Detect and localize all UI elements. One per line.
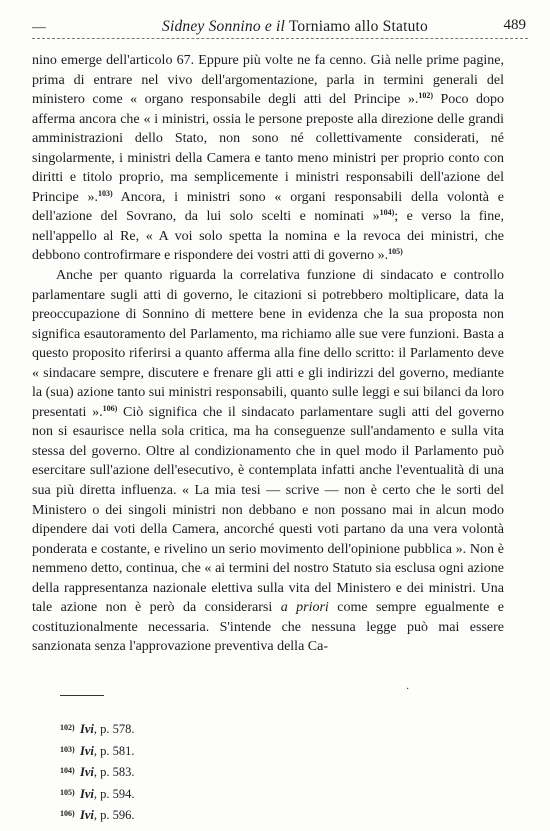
page-number: 489: [503, 17, 526, 33]
footnote-separator: [60, 695, 104, 696]
footnote: [60, 740, 135, 762]
footnote: [60, 783, 135, 805]
text-run: ; e verso la fine, nell'appello al Re, « A voi solo spetta la nomina e la revoca dei ministri, che debbono controfirmare e rispondere dei vostri atti di governo ».: [32, 209, 504, 264]
body-text: [32, 51, 504, 657]
footnote-page: , p. 596.: [93, 808, 135, 822]
footnote: [60, 804, 135, 826]
running-title-author: Sidney Sonnino e il: [162, 18, 286, 35]
footnote-source: Ivi: [80, 743, 94, 758]
text-run: nino emerge dell'articolo 67. Eppure più volte ne fa cenno. Già nelle prime pagine, prima di entrare nel vivo dell'argomentazione, parla in termini generali del ministero come « organo responsabile degli atti del Principe ».: [32, 53, 504, 108]
footnote-ref: 106): [102, 403, 118, 413]
text-run: Anche per quanto riguarda la correlativa funzione di sindacato e controllo parlamentare sugli atti di governo, le citazioni si potrebbero moltiplicare, data la preoccupazione di Sonnino di mettere bene in evidenza che la sua proposta non significa esautoramento del Parlamento, ma richiamo alle sue vere funzioni. Basta a questo proposito riferirsi a quanto afferma alla fine dello scritto: il Parlamento deve « sindacare sempre, discutere e frenare gli atti e gli indirizzi del governo, mediante la (sua) azione tanto sui ministri responsabili, quanto sulle leggi e sui bilanci da loro presentati ».: [32, 268, 504, 420]
text-run: Poco dopo afferma ancora che « i ministri, ossia le persone preposte alla direzione delle grandi amministrazioni dello Stato, non sono né collettivamente considerati, né singolarmente, i ministri della Camera e tanto meno ministri per proprio conto con diritti e titolo proprio, ma semplicemente i ministri responsabili dell'azione del Principe ».: [32, 92, 505, 205]
header-dash: —: [32, 20, 46, 35]
italic-text: a priori: [280, 600, 329, 616]
header-rule: [32, 38, 528, 39]
footnote-ref: 103): [97, 188, 113, 198]
footnote-ref: 102): [418, 91, 434, 101]
footnote-page: , p. 594.: [93, 786, 135, 801]
footnote-number: 104): [60, 766, 75, 775]
footnote: [60, 718, 135, 740]
running-title-chapter: Torniamo allo Statuto: [288, 18, 428, 35]
text-run: Ancora, i ministri sono « organi responsabili della volontà e dell'azione del Sovrano, da lui solo scelti e nominati »: [32, 189, 504, 225]
footnote-ref: 105): [388, 247, 403, 257]
decorative-dot: ·: [406, 684, 410, 695]
footnote-number: 106): [60, 809, 75, 818]
footnote-page: , p. 578.: [93, 722, 135, 736]
footnote-source: Ivi: [80, 722, 94, 736]
footnote-page: , p. 581.: [93, 743, 135, 758]
footnote-source: Ivi: [80, 765, 94, 779]
running-header: [32, 12, 528, 40]
footnote-ref: 104): [379, 208, 395, 218]
running-title: [162, 18, 428, 36]
footnote-number: 105): [60, 787, 75, 797]
footnote-source: Ivi: [80, 786, 94, 801]
text-run: come sempre egualmente e costituzionalmente necessaria. S'intende che nessuna legge può mai essere sanzionata senza l'approvazione preventiva della Ca-: [32, 600, 504, 655]
footnote-source: Ivi: [80, 808, 94, 822]
text-run: Ciò significa che il sindacato parlamentare sugli atti del governo non si esaurisce nella sola critica, ma ha conseguenze sull'andamento e sulla vita stessa del governo. Oltre al condizionamento che in quel modo il Parlamento può esercitare sull'azione dell'esecutivo, è contemplata infatti anche l'eventualità di una sua più diretta influenza. « La mia tesi — scrive — non è certo che le sorti del Ministero o dei singoli ministri non debbano e non possano mai in alcun modo dipendere dai voti della Camera, ancorché questi voti partano da una vera volontà ponderata e costante, e rivelino un serio movimento dell'opinione pubblica ». Non è nemmeno detto, continua, che « ai termini del nostro Statuto sia esclusa ogni azione della rappresentanza nazionale elettiva sulla vita del Ministero e dei ministri. Una tale azione non è però da considerarsi: [32, 404, 504, 616]
footnote-number: 103): [60, 744, 75, 754]
footnotes: [60, 718, 135, 826]
footnote: [60, 761, 135, 783]
paragraph: [32, 51, 504, 266]
paragraph: [32, 266, 504, 657]
footnote-number: 102): [60, 723, 75, 732]
footnote-page: , p. 583.: [93, 765, 135, 779]
